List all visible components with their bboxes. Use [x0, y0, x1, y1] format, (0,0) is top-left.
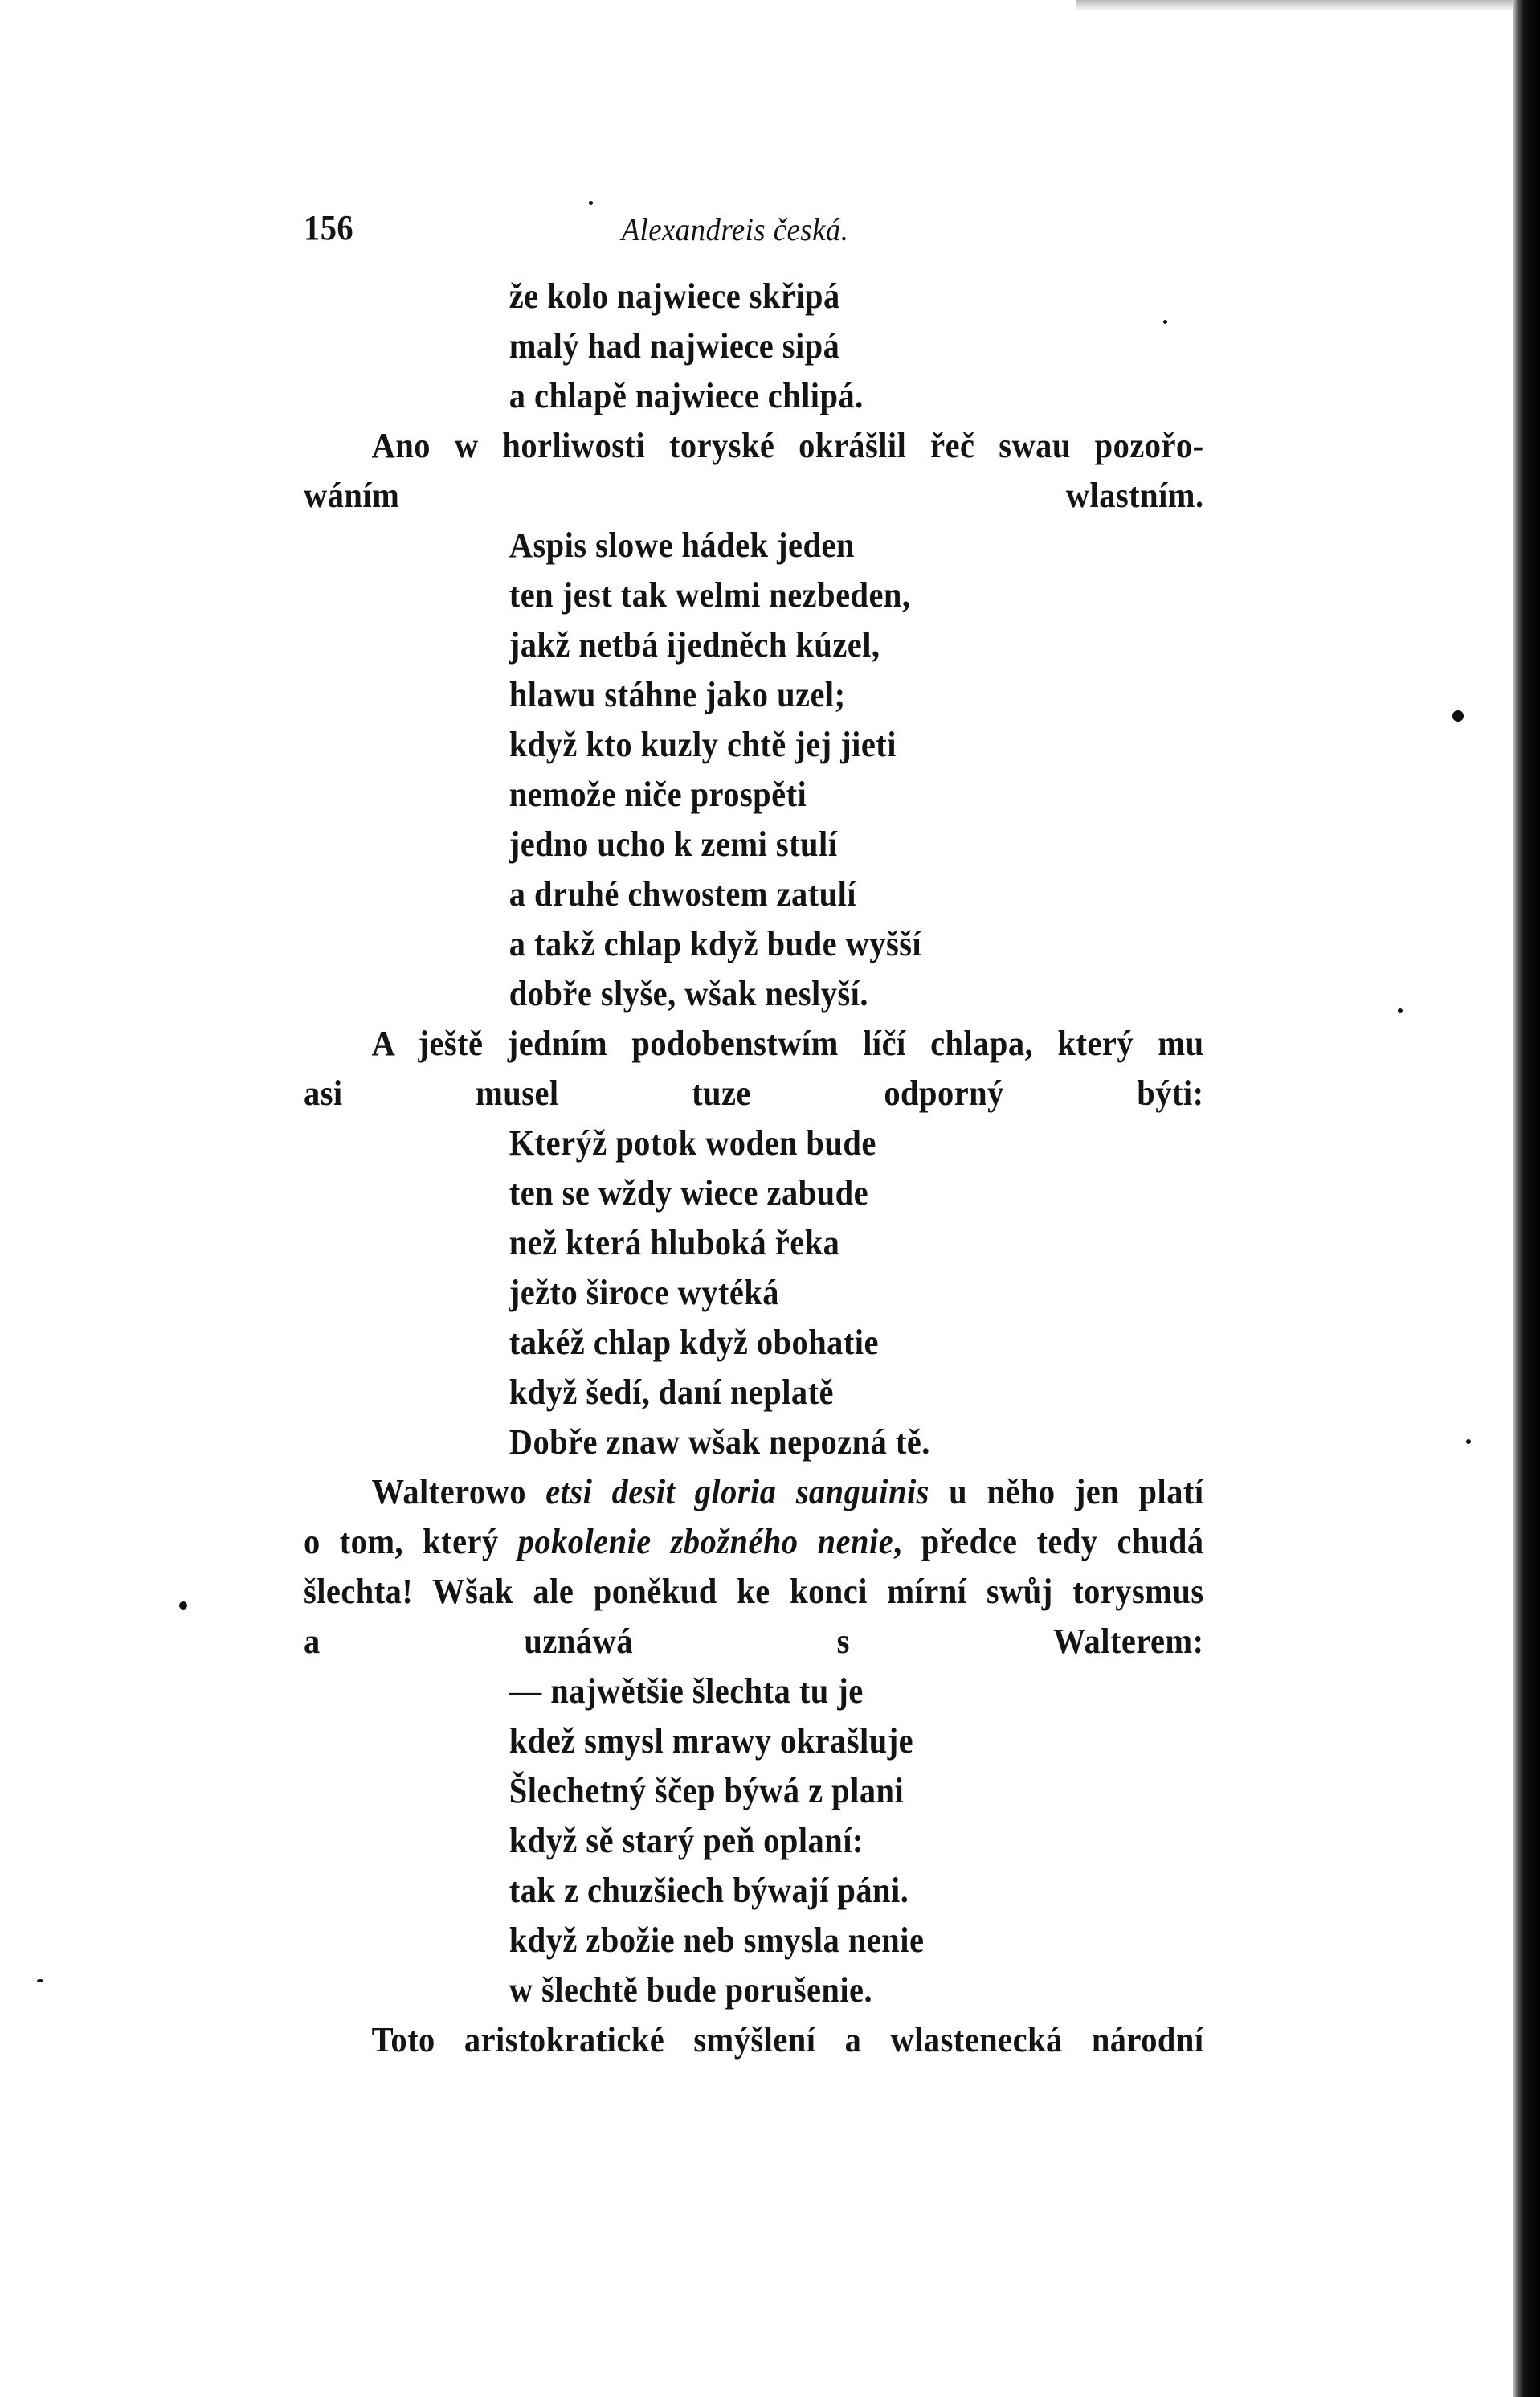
paragraph-line-text: šlechta! Wšak ale poněkud ke konci mírní swůj torysmus [304, 1572, 1204, 1611]
verse-line: ten jest tak welmi nezbeden, [509, 575, 911, 615]
verse-line: dobře slyše, wšak neslyší. [509, 974, 868, 1013]
paragraph-text: , předce tedy chudá [893, 1522, 1204, 1561]
paragraph-line-text [372, 1467, 1204, 1517]
paragraph-text: u něho jen platí [929, 1472, 1204, 1511]
paragraph-line: a uznáwá s Walterem: [304, 1622, 1204, 1661]
paragraph-line [304, 1517, 1204, 1567]
paragraph-text: Walterowo [371, 1472, 546, 1511]
verse-line: a takž chlap když bude wyšší [509, 924, 922, 963]
running-title: Alexandreis česká. [621, 211, 849, 247]
book-page [304, 207, 1204, 2065]
scan-speck [179, 1601, 187, 1610]
verse-line: nemože niče prospěti [509, 775, 807, 814]
verse-line: Kterýž potok woden bude [509, 1123, 876, 1163]
paragraph-2 [304, 1019, 1204, 1119]
verse-line: když zbožie neb smysla nenie [509, 1920, 925, 1960]
verse-line: když sě starý peň oplaní: [509, 1821, 864, 1860]
verse-line: — najwětšie šlechta tu je [509, 1671, 864, 1711]
verse-block-2 [304, 521, 1204, 1019]
latin-quote: etsi desit gloria sanguinis [545, 1472, 929, 1511]
verse-line: Šlechetný ščep býwá z plani [509, 1771, 905, 1810]
paragraph-line: wáním wlastním. [304, 476, 1204, 515]
paragraph-line-text: Toto aristokratické smýšlení a wlastenecká národní [371, 2020, 1204, 2060]
paragraph-line-text: A ještě jedním podobenstwím líčí chlapa, který mu [371, 1024, 1204, 1063]
verse-line: ten se wždy wiece zabude [509, 1173, 869, 1213]
verse-line: ježto široce wytéká [509, 1273, 779, 1312]
paragraph-line [304, 421, 1204, 471]
verse-line: hlawu stáhne jako uzel; [509, 675, 846, 714]
paragraph-3 [304, 1467, 1204, 1667]
verse-block-3 [304, 1119, 1204, 1467]
verse-block-4 [304, 1667, 1204, 2015]
paragraph-1 [304, 421, 1204, 521]
scan-speck [589, 201, 593, 205]
verse-line: Aspis slowe hádek jeden [509, 526, 855, 565]
paragraph-line-text: Ano w horliwosti toryské okrášlil řeč swau pozořo- [371, 426, 1204, 465]
verse-line: jedno ucho k zemi stulí [509, 824, 838, 864]
verse-line: a chlapě najwiece chlipá. [509, 376, 864, 415]
paragraph-line: asi musel tuze odporný býti: [304, 1074, 1204, 1113]
verse-line: že kolo najwiece skřipá [509, 276, 840, 316]
scan-binding-edge [1513, 0, 1540, 2397]
verse-line: kdež smysl mrawy okrašluje [509, 1721, 914, 1761]
verse-block-1 [304, 272, 1204, 421]
scan-top-shadow [1076, 0, 1526, 11]
quoted-phrase: pokolenie zbožného nenie [517, 1522, 894, 1561]
paragraph-text: o tom, který [304, 1522, 518, 1561]
paragraph-line [304, 2015, 1204, 2065]
paragraph-line [304, 1019, 1204, 1069]
scan-speck [1452, 710, 1464, 722]
verse-line: malý had najwiece sipá [509, 326, 840, 366]
page-number: 156 [304, 208, 354, 247]
verse-line: než která hluboká řeka [509, 1223, 840, 1262]
scan-speck [37, 1979, 43, 1982]
verse-line: když šedí, daní neplatě [509, 1372, 834, 1412]
verse-line: tak z chuzšiech býwají páni. [509, 1871, 909, 1910]
verse-line: a druhé chwostem zatulí [509, 874, 856, 914]
paragraph-line [304, 1567, 1204, 1617]
verse-line: jakž netbá ijedněch kúzel, [509, 625, 880, 665]
verse-line: takéž chlap když obohatie [509, 1323, 879, 1362]
verse-line: w šlechtě bude porušenie. [509, 1970, 873, 2010]
verse-line: když kto kuzly chtě jej jieti [509, 725, 897, 764]
paragraph-line-text [304, 1517, 1204, 1567]
page-header [304, 207, 1204, 257]
scan-speck [1466, 1439, 1471, 1444]
verse-line: Dobře znaw wšak nepozná tě. [509, 1422, 930, 1462]
paragraph-4 [304, 2015, 1204, 2065]
paragraph-line [304, 1467, 1204, 1517]
scan-speck [1398, 1008, 1403, 1013]
